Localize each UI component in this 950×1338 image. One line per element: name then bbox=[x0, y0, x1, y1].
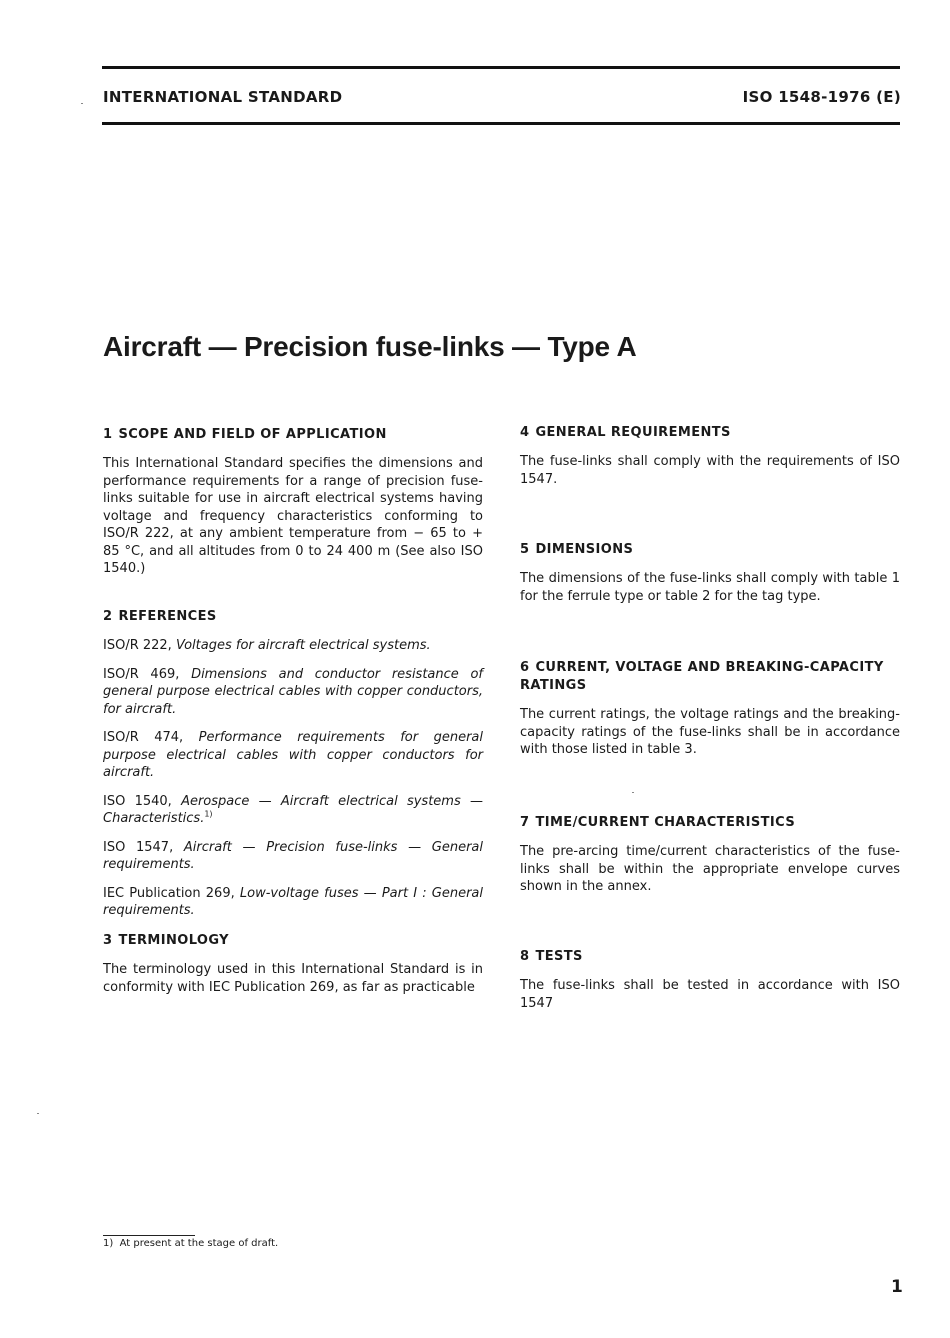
scan-speck bbox=[632, 792, 634, 793]
section-title: TIME/CURRENT CHARACTERISTICS bbox=[535, 815, 796, 830]
section-body: The current ratings, the voltage ratings and the breaking-capacity ratings of the fuse-links shall be in accordance with those listed in table 3. bbox=[520, 707, 900, 757]
reference-item bbox=[103, 666, 483, 719]
header-top-rule bbox=[102, 66, 900, 69]
reference-title: Aerospace — Aircraft electrical systems — Characteristics. bbox=[103, 793, 483, 826]
section-number: 4 bbox=[520, 425, 530, 440]
section-heading bbox=[520, 814, 900, 832]
footnote-mark: 1) bbox=[103, 1238, 114, 1249]
reference-item bbox=[103, 793, 483, 828]
section-number: 1 bbox=[103, 427, 113, 442]
section-number: 2 bbox=[103, 609, 113, 624]
section-body: The dimensions of the fuse-links shall comply with table 1 for the ferrule type or table 2 for the tag type. bbox=[520, 571, 900, 604]
reference-item bbox=[103, 885, 483, 920]
section-body: The fuse-links shall comply with the requirements of ISO 1547. bbox=[520, 454, 900, 487]
reference-title: Low-voltage fuses — Part I : General requirements. bbox=[103, 885, 483, 918]
reference-title: Dimensions and conductor resistance of general purpose electrical cables with copper conductors, for aircraft. bbox=[103, 666, 483, 717]
section-heading bbox=[520, 541, 900, 559]
section-heading bbox=[520, 659, 900, 695]
section-heading bbox=[103, 426, 483, 444]
section-body: The fuse-links shall be tested in accordance with ISO 1547 bbox=[520, 978, 900, 1011]
header-bottom-rule bbox=[102, 122, 900, 125]
reference-item bbox=[103, 729, 483, 782]
scan-speck bbox=[81, 103, 83, 104]
section-3-terminology bbox=[103, 932, 483, 996]
header-document-id: ISO 1548-1976 (E) bbox=[742, 88, 901, 106]
footnote-text: At present at the stage of draft. bbox=[119, 1238, 279, 1249]
section-title: REFERENCES bbox=[118, 609, 217, 624]
section-title: TERMINOLOGY bbox=[118, 933, 229, 948]
section-number: 8 bbox=[520, 949, 530, 964]
footnote-marker: 1) bbox=[204, 809, 213, 819]
section-4-general-requirements bbox=[520, 424, 900, 488]
reference-title: Voltages for aircraft electrical systems. bbox=[175, 638, 431, 653]
reference-code: ISO/R 469, bbox=[103, 666, 192, 682]
section-title: TESTS bbox=[535, 949, 583, 964]
reference-title: Aircraft — Precision fuse-links — General requirements. bbox=[103, 839, 483, 872]
section-5-dimensions bbox=[520, 541, 900, 605]
header-standard-type: INTERNATIONAL STANDARD bbox=[103, 88, 343, 106]
section-title: GENERAL REQUIREMENTS bbox=[535, 425, 731, 440]
section-title: SCOPE AND FIELD OF APPLICATION bbox=[118, 427, 387, 442]
reference-code: ISO 1547, bbox=[103, 839, 184, 855]
section-number: 6 bbox=[520, 660, 530, 675]
document-title: Aircraft — Precision fuse-links — Type A bbox=[103, 330, 637, 362]
section-number: 5 bbox=[520, 542, 530, 557]
section-title: DIMENSIONS bbox=[535, 542, 634, 557]
reference-code: ISO/R 474, bbox=[103, 730, 199, 745]
section-6-ratings bbox=[520, 659, 900, 759]
section-heading bbox=[520, 424, 900, 442]
section-body: This International Standard specifies the dimensions and performance requirements for a range of precision fuse-links suitable for use in aircraft electrical systems having voltage and frequency characteristics conforming to ISO/R 222, at any ambient temperature from − 65 to + 85 °C, and all altitudes from 0 to 24 400 m (See also ISO 1540.) bbox=[103, 456, 483, 576]
footnote-rule bbox=[103, 1235, 195, 1236]
reference-code: IEC Publication 269, bbox=[103, 885, 240, 901]
reference-title: Performance requirements for general purpose electrical cables with copper conductors for aircraft. bbox=[103, 730, 483, 780]
section-heading bbox=[103, 932, 483, 950]
reference-item bbox=[103, 839, 483, 874]
footnote bbox=[103, 1238, 278, 1249]
section-7-time-current bbox=[520, 814, 900, 896]
reference-item bbox=[103, 637, 483, 655]
section-2-references bbox=[103, 608, 483, 931]
reference-code: ISO/R 222, bbox=[103, 638, 176, 653]
page-number: 1 bbox=[891, 1277, 903, 1297]
section-number: 7 bbox=[520, 815, 530, 830]
reference-code: ISO 1540, bbox=[103, 793, 182, 809]
section-number: 3 bbox=[103, 933, 113, 948]
section-title: CURRENT, VOLTAGE AND BREAKING-CAPACITY RATINGS bbox=[520, 660, 884, 693]
section-heading bbox=[103, 608, 483, 626]
scan-speck bbox=[37, 1113, 39, 1114]
section-8-tests bbox=[520, 948, 900, 1012]
section-body: The terminology used in this International Standard is in conformity with IEC Publication 269, as far as practicable bbox=[103, 962, 483, 995]
section-1-scope bbox=[103, 426, 483, 578]
section-body: The pre-arcing time/current characteristics of the fuse-links shall be within the appropriate envelope curves shown in the annex. bbox=[520, 844, 900, 894]
section-heading bbox=[520, 948, 900, 966]
